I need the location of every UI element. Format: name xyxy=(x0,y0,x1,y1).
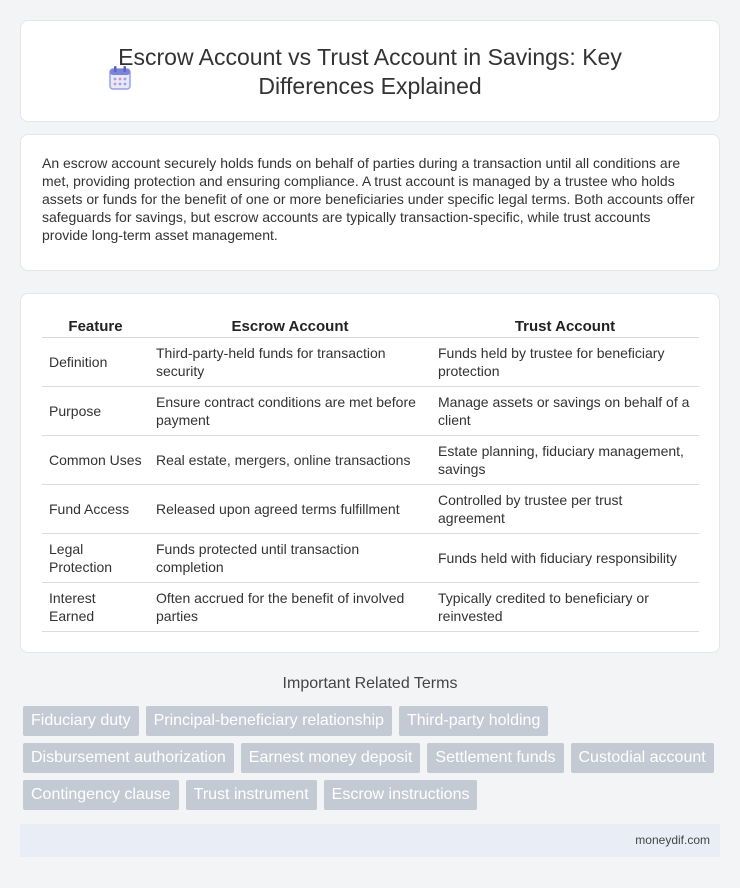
tag-row xyxy=(23,780,723,810)
tag-custodial-account[interactable]: Custodial account xyxy=(571,743,714,773)
trust-cell: Funds held by trustee for beneficiary protection xyxy=(431,338,699,387)
escrow-cell: Ensure contract conditions are met before payment xyxy=(149,387,431,436)
table-row xyxy=(42,583,699,632)
tag-earnest-money-deposit[interactable]: Earnest money deposit xyxy=(241,743,421,773)
feature-cell: Common Uses xyxy=(42,436,149,485)
table-row xyxy=(42,436,699,485)
table-row xyxy=(42,485,699,534)
trust-cell: Funds held with fiduciary responsibility xyxy=(431,534,699,583)
table-row xyxy=(42,387,699,436)
tag-settlement-funds[interactable]: Settlement funds xyxy=(427,743,563,773)
trust-cell: Typically credited to beneficiary or reinvested xyxy=(431,583,699,632)
escrow-cell: Released upon agreed terms fulfillment xyxy=(149,485,431,534)
intro-card xyxy=(20,134,720,271)
escrow-cell: Real estate, mergers, online transactions xyxy=(149,436,431,485)
escrow-cell: Third-party-held funds for transaction security xyxy=(149,338,431,387)
tag-third-party-holding[interactable]: Third-party holding xyxy=(399,706,548,736)
table-row xyxy=(42,534,699,583)
table-header-row xyxy=(42,316,699,338)
tag-contingency-clause[interactable]: Contingency clause xyxy=(23,780,179,810)
trust-cell: Estate planning, fiduciary management, savings xyxy=(431,436,699,485)
feature-cell: Legal Protection xyxy=(42,534,149,583)
related-terms xyxy=(23,706,723,817)
tag-fiduciary-duty[interactable]: Fiduciary duty xyxy=(23,706,139,736)
comparison-card xyxy=(20,293,720,653)
tag-principal-beneficiary[interactable]: Principal-beneficiary relationship xyxy=(146,706,392,736)
feature-cell: Fund Access xyxy=(42,485,149,534)
feature-cell: Purpose xyxy=(42,387,149,436)
trust-cell: Controlled by trustee per trust agreement xyxy=(431,485,699,534)
escrow-cell: Funds protected until transaction completion xyxy=(149,534,431,583)
title-card xyxy=(20,20,720,122)
feature-cell: Interest Earned xyxy=(42,583,149,632)
related-terms-heading: Important Related Terms xyxy=(282,675,458,692)
header-escrow: Escrow Account xyxy=(149,316,431,338)
page-title: Escrow Account vs Trust Account in Savings: Key Differences Explained xyxy=(118,44,622,99)
tag-escrow-instructions[interactable]: Escrow instructions xyxy=(324,780,478,810)
tag-disbursement-authorization[interactable]: Disbursement authorization xyxy=(23,743,234,773)
intro-paragraph: An escrow account securely holds funds on behalf of parties during a transaction until all conditions are met, providing protection and ensuring compliance. A trust account is managed by a trustee who holds assets or funds for the benefit of one or more beneficiaries under specific legal terms. Both accounts offer safeguards for savings, but escrow accounts are typically transaction-specific, while trust accounts provide long-term asset management. xyxy=(42,155,695,243)
footer xyxy=(20,824,720,857)
tag-trust-instrument[interactable]: Trust instrument xyxy=(186,780,317,810)
feature-cell: Definition xyxy=(42,338,149,387)
footer-site-link[interactable]: moneydif.com xyxy=(635,833,710,847)
comparison-table xyxy=(42,316,699,632)
tag-row xyxy=(23,706,723,736)
table-row xyxy=(42,338,699,387)
escrow-cell: Often accrued for the benefit of involved parties xyxy=(149,583,431,632)
trust-cell: Manage assets or savings on behalf of a client xyxy=(431,387,699,436)
header-feature: Feature xyxy=(42,316,149,338)
tag-row xyxy=(23,743,723,773)
header-trust: Trust Account xyxy=(431,316,699,338)
